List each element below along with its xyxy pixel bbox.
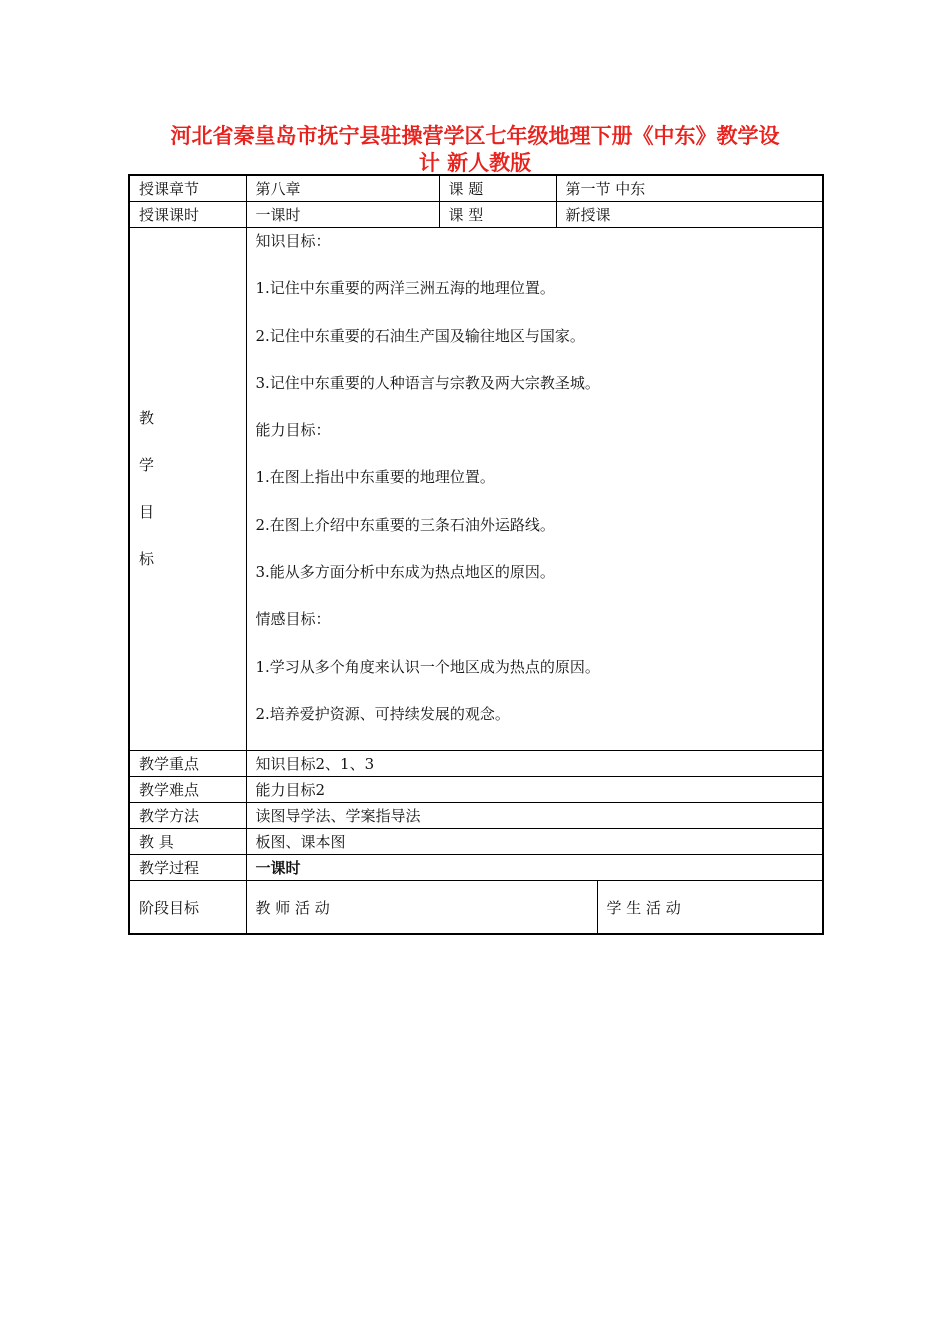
tools-label: 教 具 xyxy=(129,829,246,855)
table-row xyxy=(129,751,823,777)
method-label: 教学方法 xyxy=(129,803,246,829)
title-line-1: 河北省秦皇岛市抚宁县驻操营学区七年级地理下册《中东》教学设 xyxy=(170,123,780,148)
hours-value: 一课时 xyxy=(246,202,439,228)
table-row xyxy=(129,175,823,202)
type-value: 新授课 xyxy=(556,202,823,228)
difficult-label: 教学难点 xyxy=(129,777,246,803)
table-row xyxy=(129,202,823,228)
table-row xyxy=(129,228,823,751)
table-row xyxy=(129,829,823,855)
process-label: 教学过程 xyxy=(129,855,246,881)
hours-label: 授课课时 xyxy=(129,202,246,228)
chapter-label: 授课章节 xyxy=(129,175,246,202)
method-value: 读图导学法、学案指导法 xyxy=(246,803,823,829)
stage-label: 阶段目标 xyxy=(129,881,246,935)
table-row xyxy=(129,803,823,829)
goals-label xyxy=(129,228,246,751)
goals-label-char: 学 xyxy=(139,456,155,475)
lesson-plan-table xyxy=(128,174,824,935)
topic-value: 第一节 中东 xyxy=(556,175,823,202)
goal-line: 3.能从多方面分析中东成为热点地区的原因。 xyxy=(255,563,555,582)
goals-label-char: 教 xyxy=(139,409,155,428)
goal-line: 2.记住中东重要的石油生产国及输往地区与国家。 xyxy=(255,326,585,345)
difficult-value: 能力目标2 xyxy=(246,777,823,803)
table-row xyxy=(129,777,823,803)
topic-label: 课 题 xyxy=(439,175,556,202)
table-row xyxy=(129,881,823,935)
goal-line: 2.在图上介绍中东重要的三条石油外运路线。 xyxy=(255,515,555,534)
goals-content xyxy=(246,228,823,751)
chapter-value: 第八章 xyxy=(246,175,439,202)
goal-line: 能力目标： xyxy=(255,421,331,440)
teacher-activity-label: 教 师 活 动 xyxy=(246,881,597,935)
table-row xyxy=(129,855,823,881)
student-activity-label: 学 生 活 动 xyxy=(597,881,823,935)
tools-value: 板图、课本图 xyxy=(246,829,823,855)
goal-line: 1.记住中东重要的两洋三洲五海的地理位置。 xyxy=(255,279,555,298)
goal-line: 2.培养爱护资源、可持续发展的观念。 xyxy=(255,704,510,723)
goal-line: 3.记住中东重要的人种语言与宗教及两大宗教圣城。 xyxy=(255,373,600,392)
type-label: 课 型 xyxy=(439,202,556,228)
document-title xyxy=(120,122,830,176)
title-line-2: 计 新人教版 xyxy=(418,150,532,175)
goal-line: 1.在图上指出中东重要的地理位置。 xyxy=(255,468,495,487)
goal-line: 情感目标： xyxy=(255,610,331,629)
key-value: 知识目标2、1、3 xyxy=(246,751,823,777)
process-value: 一课时 xyxy=(246,855,823,881)
goals-label-char: 标 xyxy=(139,550,155,569)
goals-label-char: 目 xyxy=(139,503,155,522)
goal-line: 1.学习从多个角度来认识一个地区成为热点的原因。 xyxy=(255,657,600,676)
goal-line: 知识目标： xyxy=(255,232,331,250)
key-label: 教学重点 xyxy=(129,751,246,777)
